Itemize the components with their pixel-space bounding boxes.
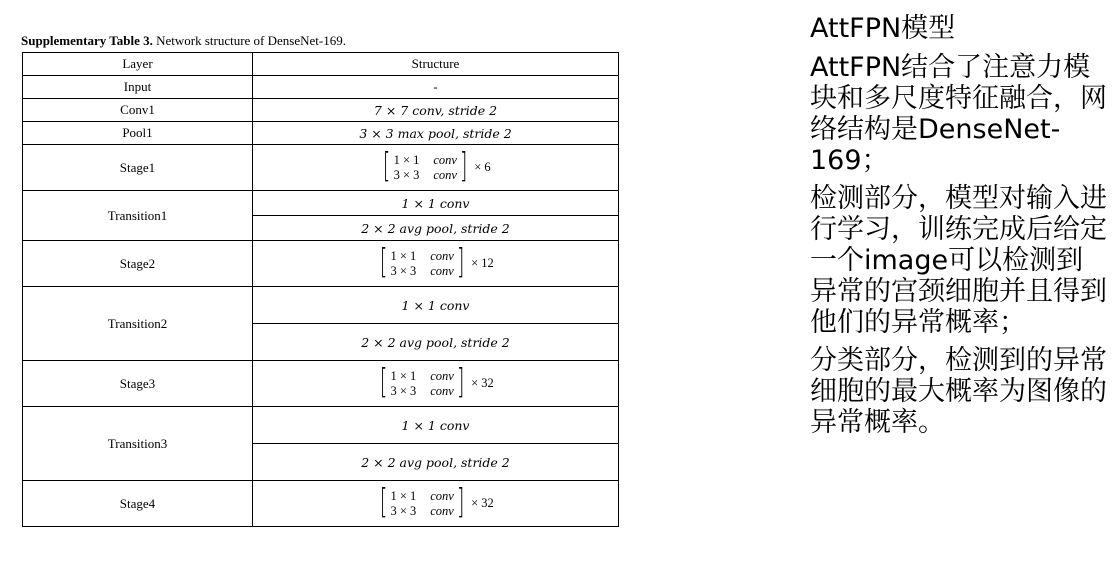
right-bracket: ] xyxy=(459,145,468,186)
multiplier: × 32 xyxy=(471,496,494,510)
structure-cell: 2 × 2 avg pool, stride 2 xyxy=(253,324,619,361)
table-row xyxy=(23,145,619,191)
caption-text: Network structure of DenseNet-169. xyxy=(152,33,346,48)
matrix-cell: 3 × 3 xyxy=(390,263,417,278)
side-paragraph: AttFPN结合了注意力模块和多尺度特征融合，网络结构是DenseNet-169； xyxy=(810,52,1107,176)
structure-cell: 2 × 2 avg pool, stride 2 xyxy=(253,216,619,241)
table-row xyxy=(23,407,619,444)
table-row xyxy=(23,241,619,287)
matrix-cell: conv xyxy=(430,263,454,278)
structure-cell: 7 × 7 conv, stride 2 xyxy=(253,99,619,122)
layer-cell: Pool1 xyxy=(23,122,253,145)
side-paragraph: 分类部分，检测到的异常细胞的最大概率为图像的异常概率。 xyxy=(810,345,1107,438)
matrix-cell: conv xyxy=(430,248,454,263)
matrix-cell: 1 × 1 xyxy=(390,248,417,263)
table-row xyxy=(23,76,619,99)
table-row xyxy=(23,191,619,216)
right-bracket: ] xyxy=(456,361,465,402)
side-paragraph: 检测部分，模型对输入进行学习，训练完成后给定一个image可以检测到异常的宫颈细胞并且得到他们的异常概率； xyxy=(810,183,1107,338)
right-bracket: ] xyxy=(456,241,465,282)
matrix-cell: conv xyxy=(430,383,454,398)
layer-cell: Stage4 xyxy=(23,481,253,527)
side-notes xyxy=(810,12,1110,445)
layer-cell: Stage3 xyxy=(23,361,253,407)
structure-cell: 1 × 1 conv xyxy=(253,287,619,324)
caption-label: Supplementary Table 3. xyxy=(21,33,153,48)
network-structure-table xyxy=(22,52,619,527)
matrix-cell: 3 × 3 xyxy=(390,503,417,518)
matrix xyxy=(377,361,494,402)
table-row xyxy=(23,287,619,324)
layer-cell: Transition2 xyxy=(23,287,253,361)
left-bracket: [ xyxy=(380,241,388,282)
left-bracket: [ xyxy=(380,481,388,522)
layer-cell: Stage2 xyxy=(23,241,253,287)
header-layer: Layer xyxy=(23,53,253,76)
matrix xyxy=(377,241,494,282)
structure-cell xyxy=(253,361,619,407)
layer-cell: Transition1 xyxy=(23,191,253,241)
matrix-cell: conv xyxy=(430,368,454,383)
multiplier: × 32 xyxy=(471,376,494,390)
matrix-cell: 1 × 1 xyxy=(390,368,417,383)
left-bracket: [ xyxy=(383,145,391,186)
table-row xyxy=(23,122,619,145)
layer-cell: Input xyxy=(23,76,253,99)
table-row xyxy=(23,99,619,122)
structure-cell: 3 × 3 max pool, stride 2 xyxy=(253,122,619,145)
multiplier: × 6 xyxy=(474,160,491,174)
structure-cell: 2 × 2 avg pool, stride 2 xyxy=(253,444,619,481)
structure-cell: - xyxy=(253,76,619,99)
matrix xyxy=(377,481,494,522)
table-header-row xyxy=(23,53,619,76)
matrix-cell: conv xyxy=(430,488,454,503)
matrix-cell: 1 × 1 xyxy=(390,488,417,503)
layer-cell: Transition3 xyxy=(23,407,253,481)
table-row xyxy=(23,481,619,527)
layer-cell: Conv1 xyxy=(23,99,253,122)
right-bracket: ] xyxy=(456,481,465,522)
multiplier: × 12 xyxy=(471,256,494,270)
left-bracket: [ xyxy=(380,361,388,402)
matrix-cell: 3 × 3 xyxy=(390,383,417,398)
matrix xyxy=(380,145,491,186)
header-structure: Structure xyxy=(253,53,619,76)
layer-cell: Stage1 xyxy=(23,145,253,191)
table-row xyxy=(23,361,619,407)
matrix-cell: 1 × 1 xyxy=(393,152,420,167)
structure-cell xyxy=(253,241,619,287)
matrix-cell: conv xyxy=(433,167,457,182)
matrix-cell: conv xyxy=(433,152,457,167)
matrix-cell: 3 × 3 xyxy=(393,167,420,182)
structure-cell xyxy=(253,481,619,527)
structure-cell xyxy=(253,145,619,191)
structure-cell: 1 × 1 conv xyxy=(253,407,619,444)
side-title: AttFPN模型 xyxy=(810,13,956,44)
matrix-cell: conv xyxy=(430,503,454,518)
table-caption xyxy=(21,33,346,49)
structure-cell: 1 × 1 conv xyxy=(253,191,619,216)
